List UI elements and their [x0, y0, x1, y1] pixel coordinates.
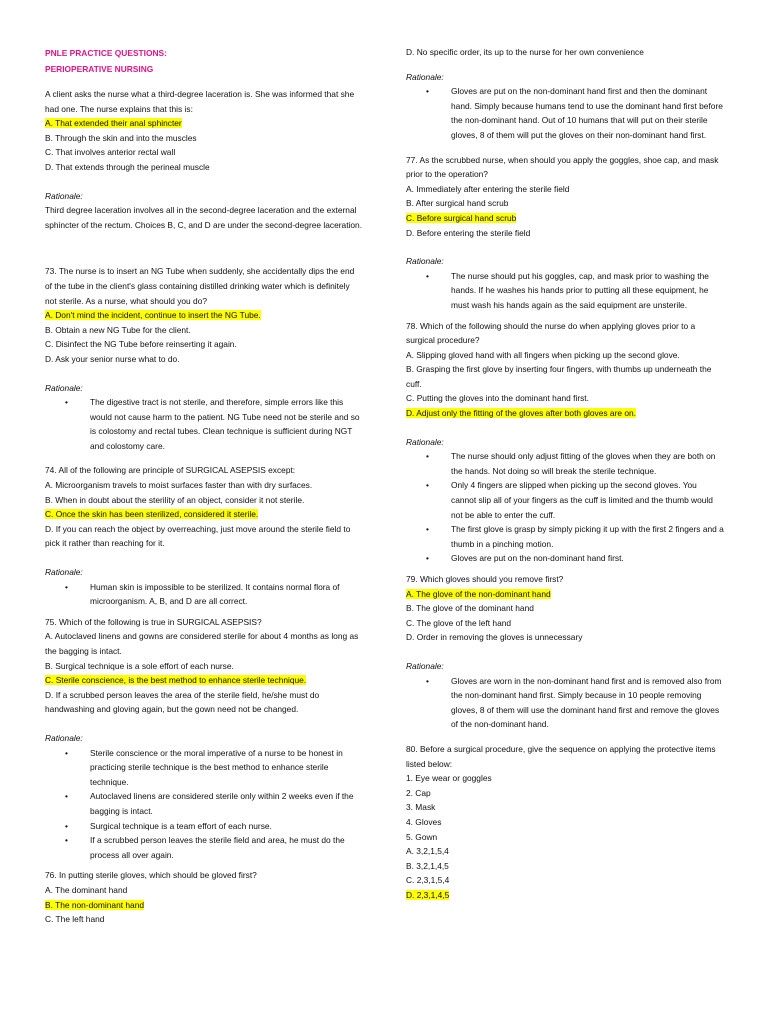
rationale-bullet: • The first glove is grasp by simply picking it up with the first 2 fingers and a thumb in a pinching motion. — [406, 522, 724, 551]
answer-option: A. The dominant hand — [45, 884, 128, 895]
rationale-bullet: • Only 4 fingers are slipped when picking up the second gloves. You cannot slip all of your fingers as the cuff is limited and the thumb would not be able to enter the cuff. — [406, 478, 724, 522]
answer-option-correct: C. Once the skin has been sterilized, considered it sterile. — [45, 509, 259, 520]
answer-option: B. Through the skin and into the muscles — [45, 132, 197, 143]
answer-option: B. Grasping the first glove by inserting four fingers, with thumbs up underneath the cuff. — [406, 364, 712, 389]
rationale-label: Rationale: — [45, 382, 83, 393]
rationale-bullet: • Gloves are put on the non-dominant hand first and then the dominant hand. Simply because humans tend to use the dominant hand first before the non-dominant hand. Out of 10 humans that will put on their sterile gloves, 8 of them will put the gloves on their non-dominant hand first. — [406, 84, 724, 142]
answer-option: C. The left hand — [45, 914, 105, 925]
answer-option: A. Autoclaved linens and gowns are considered sterile for about 4 months as long as the bagging is intact. — [45, 631, 359, 656]
answer-option: A. Slipping gloved hand with all fingers when picking up the second glove. — [406, 349, 680, 360]
question-text: 77. As the scrubbed nurse, when should you apply the goggles, shoe cap, and mask prior to the operation? — [406, 154, 719, 180]
answer-option: C. 2,3,1,5,4 — [406, 875, 450, 886]
document-title: PNLE PRACTICE QUESTIONS: — [45, 48, 167, 58]
answer-option: D. That extends through the perineal muscle — [45, 161, 210, 172]
rationale-label: Rationale: — [406, 71, 444, 82]
answer-option: B. The glove of the dominant hand — [406, 603, 534, 614]
answer-option: C. Disinfect the NG Tube before reinserting it again. — [45, 339, 237, 350]
answer-option: B. Obtain a new NG Tube for the client. — [45, 324, 191, 335]
answer-option-correct: A. The glove of the non-dominant hand — [406, 588, 551, 599]
rationale-bullet: • The nurse should put his goggles, cap, and mask prior to washing the hands. If he washes his hands prior to putting all these equipment, he must wash his hands again as the said equipment are unsterile. — [406, 269, 724, 313]
sequence-item: 2. Cap — [406, 787, 431, 798]
answer-option: C. The glove of the left hand — [406, 617, 512, 628]
question-text: 75. Which of the following is true in SURGICAL ASEPSIS? — [45, 616, 262, 627]
rationale-bullet: • Gloves are worn in the non-dominant hand first and is removed also from the non-dominant hand first. Simply because in 10 people removing gloves, 8 of them will use the dominant hand first and remove the gloves of the non-dominant hand. — [406, 674, 724, 732]
rationale-bullet: • The nurse should only adjust fitting of the gloves when they are both on the hands. Not doing so will break the sterile technique. — [406, 449, 724, 478]
answer-option: A. 3,2,1,5,4 — [406, 846, 449, 857]
rationale-list — [45, 395, 363, 453]
answer-option: B. Surgical technique is a sole effort of each nurse. — [45, 660, 234, 671]
answer-option-correct: D. Adjust only the fitting of the gloves after both gloves are on. — [406, 408, 636, 419]
rationale-list — [406, 674, 724, 732]
rationale-bullet: • Human skin is impossible to be sterilized. It contains normal flora of microorganism. A, B, and D are all correct. — [45, 580, 363, 609]
rationale-list — [406, 84, 724, 142]
rationale-list — [45, 580, 363, 609]
answer-option: B. After surgical hand scrub — [406, 198, 509, 209]
answer-option: C. That involves anterior rectal wall — [45, 147, 176, 158]
rationale-label: Rationale: — [45, 567, 83, 578]
answer-option: A. Microorganism travels to moist surfaces faster than with dry surfaces. — [45, 480, 313, 491]
answer-option: D. Before entering the sterile field — [406, 227, 531, 238]
answer-option: C. Putting the gloves into the dominant hand first. — [406, 393, 589, 404]
question-text: 76. In putting sterile gloves, which should be gloved first? — [45, 870, 257, 881]
right-column — [406, 45, 724, 902]
sequence-item: 4. Gloves — [406, 816, 442, 827]
answer-option-correct: D. 2,3,1,4,5 — [406, 889, 450, 900]
answer-option: D. Order in removing the gloves is unnecessary — [406, 632, 583, 643]
answer-option: D. If a scrubbed person leaves the area of the sterile field, he/she must do handwashing and gloving again, but the gown need not be changed. — [45, 689, 320, 715]
question-text: 80. Before a surgical procedure, give the sequence on applying the protective items listed below: — [406, 743, 716, 769]
rationale-label: Rationale: — [45, 732, 83, 743]
rationale-bullet: • Gloves are put on the non-dominant hand first. — [406, 551, 724, 566]
rationale-list — [406, 269, 724, 313]
answer-option-correct: C. Sterile conscience, is the best method to enhance sterile technique. — [45, 675, 307, 686]
answer-option: B. When in doubt about the sterility of an object, consider it not sterile. — [45, 494, 305, 505]
rationale-text: Third degree laceration involves all in the second-degree laceration and the external sphincter of the rectum. Choices B, C, and D are under the second-degree laceration. — [45, 205, 363, 230]
question-text: 78. Which of the following should the nurse do when applying gloves prior to a surgical procedure? — [406, 320, 696, 346]
answer-option: D. If you can reach the object by overreaching, just move around the sterile field to pick it rather than reaching for it. — [45, 523, 351, 549]
question-text: A client asks the nurse what a third-degree laceration is. She was informed that she had one. The nurse explains that this is: — [45, 89, 355, 114]
question-text: 74. All of the following are principle of SURGICAL ASEPSIS except: — [45, 465, 296, 476]
rationale-bullet: • Surgical technique is a team effort of each nurse. — [45, 819, 363, 834]
rationale-bullet: • The digestive tract is not sterile, and therefore, simple errors like this would not cause harm to the patient. NG Tube need not be sterile and so is colostomy and rectal tubes. Clean technique is sufficient during NGT and colostomy care. — [45, 395, 363, 453]
rationale-label: Rationale: — [406, 256, 444, 267]
left-column — [45, 45, 363, 927]
rationale-bullet: • Sterile conscience or the moral imperative of a nurse to be honest in practicing sterile technique is the best method to enhance sterile technique. — [45, 746, 363, 790]
rationale-bullet: • If a scrubbed person leaves the sterile field and area, he must do the process all over again. — [45, 833, 363, 862]
answer-option-correct: A. That extended their anal sphincter — [45, 118, 182, 129]
answer-option: D. No specific order, its up to the nurse for her own convenience — [406, 47, 644, 57]
sequence-item: 1. Eye wear or goggles — [406, 773, 492, 784]
question-text: 79. Which gloves should you remove first? — [406, 574, 564, 584]
rationale-bullet: • Autoclaved linens are considered sterile only within 2 weeks even if the bagging is intact. — [45, 789, 363, 818]
rationale-list — [406, 449, 724, 566]
answer-option: A. Immediately after entering the sterile field — [406, 183, 570, 194]
answer-option-correct: C. Before surgical hand scrub — [406, 212, 517, 223]
sequence-item: 3. Mask — [406, 802, 436, 813]
answer-option-correct: B. The non-dominant hand — [45, 899, 145, 910]
answer-option: B. 3,2,1,4,5 — [406, 860, 449, 871]
rationale-label: Rationale: — [406, 436, 444, 447]
sequence-item: 5. Gown — [406, 831, 438, 842]
rationale-label: Rationale: — [45, 190, 83, 201]
rationale-list — [45, 746, 363, 863]
document-subtitle: PERIOPERATIVE NURSING — [45, 64, 154, 74]
answer-option: D. Ask your senior nurse what to do. — [45, 353, 180, 364]
answer-option-correct: A. Don't mind the incident, continue to insert the NG Tube. — [45, 310, 261, 321]
rationale-label: Rationale: — [406, 660, 444, 671]
question-text: 73. The nurse is to insert an NG Tube when suddenly, she accidentally dips the end of the tube in the client's glass containing distilled drinking water which is definitely not sterile. As a nurse, what should you do? — [45, 266, 355, 306]
